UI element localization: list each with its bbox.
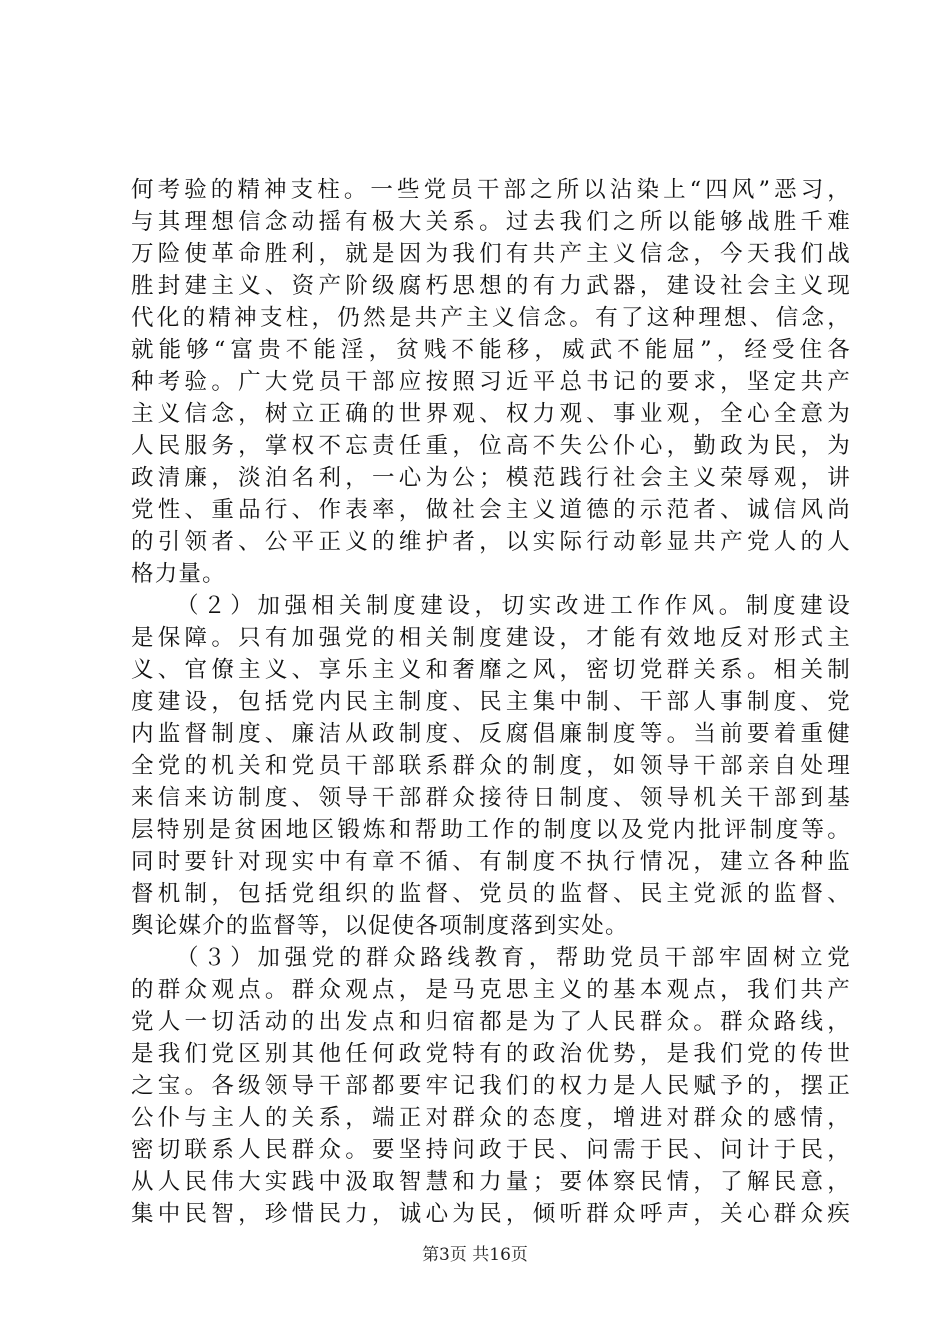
text-line: 党人一切活动的出发点和归宿都是为了人民群众。群众路线， — [131, 1009, 851, 1035]
text-line: 就能够“富贵不能淫，贫贱不能移，威武不能屈”，经受住各 — [131, 337, 851, 363]
text-line: 从人民伟大实践中汲取智慧和力量；要体察民情，了解民意， — [131, 1169, 851, 1195]
text-line: 的引领者、公平正义的维护者，以实际行动彰显共产党人的人 — [131, 529, 851, 555]
text-line: 度建设，包括党内民主制度、民主集中制、干部人事制度、党 — [131, 689, 851, 715]
text-line: 与其理想信念动摇有极大关系。过去我们之所以能够战胜千难 — [131, 209, 851, 235]
text-line: 之宝。各级领导干部都要牢记我们的权力是人民赋予的，摆正 — [131, 1073, 851, 1099]
text-line: 种考验。广大党员干部应按照习近平总书记的要求，坚定共产 — [131, 369, 851, 395]
text-line: 督机制，包括党组织的监督、党员的监督、民主党派的监督、 — [131, 881, 851, 907]
document-body — [131, 174, 851, 1230]
text-line: 内监督制度、廉洁从政制度、反腐倡廉制度等。当前要着重健 — [131, 721, 851, 747]
text-line: 的群众观点。群众观点，是马克思主义的基本观点，我们共产 — [131, 977, 851, 1003]
text-line: 是我们党区别其他任何政党特有的政治优势，是我们党的传世 — [131, 1041, 851, 1067]
text-line: 集中民智，珍惜民力，诚心为民，倾听群众呼声，关心群众疾 — [131, 1201, 851, 1227]
text-line: 同时要针对现实中有章不循、有制度不执行情况，建立各种监 — [131, 849, 851, 875]
text-line: 是保障。只有加强党的相关制度建设，才能有效地反对形式主 — [131, 625, 851, 651]
text-line: （３）加强党的群众路线教育，帮助党员干部牢固树立党 — [176, 945, 851, 971]
text-line: 来信来访制度、领导干部群众接待日制度、领导机关干部到基 — [131, 785, 851, 811]
text-line: 公仆与主人的关系，端正对群众的态度，增进对群众的感情， — [131, 1105, 851, 1131]
text-line: 全党的机关和党员干部联系群众的制度，如领导干部亲自处理 — [131, 753, 851, 779]
text-line: （２）加强相关制度建设，切实改进工作作风。制度建设 — [176, 593, 851, 619]
text-line: 人民服务，掌权不忘责任重，位高不失公仆心，勤政为民，为 — [131, 433, 851, 459]
text-line: 党性、重品行、作表率，做社会主义道德的示范者、诚信风尚 — [131, 497, 851, 523]
text-line: 密切联系人民群众。要坚持问政于民、问需于民、问计于民， — [131, 1137, 851, 1163]
text-line: 何考验的精神支柱。一些党员干部之所以沾染上“四风”恶习， — [131, 177, 851, 203]
text-line: 主义信念，树立正确的世界观、权力观、事业观，全心全意为 — [131, 401, 851, 427]
text-line: 万险使革命胜利，就是因为我们有共产主义信念，今天我们战 — [131, 241, 851, 267]
text-line: 义、官僚主义、享乐主义和奢靡之风，密切党群关系。相关制 — [131, 657, 851, 683]
text-line: 代化的精神支柱，仍然是共产主义信念。有了这种理想、信念， — [131, 305, 851, 331]
text-line: 格力量。 — [131, 561, 226, 587]
text-line: 舆论媒介的监督等，以促使各项制度落到实处。 — [131, 913, 629, 939]
text-line: 层特别是贫困地区锻炼和帮助工作的制度以及党内批评制度等。 — [131, 817, 851, 843]
text-line: 政清廉，淡泊名利，一心为公；模范践行社会主义荣辱观，讲 — [131, 465, 851, 491]
page-footer: 第3页 共16页 — [422, 1245, 528, 1265]
text-line: 胜封建主义、资产阶级腐朽思想的有力武器，建设社会主义现 — [131, 273, 851, 299]
